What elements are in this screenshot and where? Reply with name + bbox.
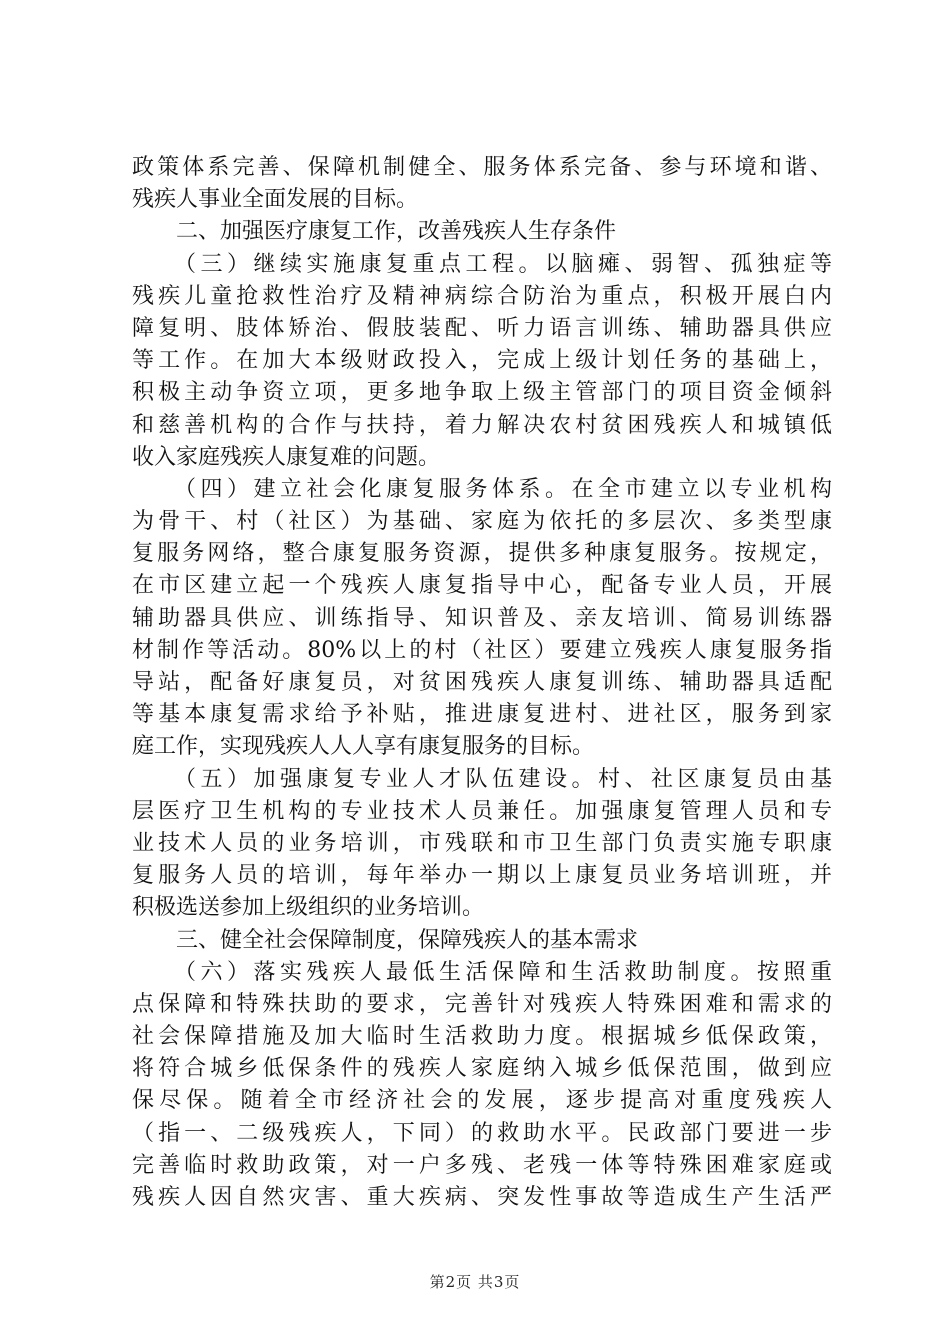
text-line: 残疾人因自然灾害、重大疾病、突发性事故等造成生产生活严	[132, 1185, 832, 1210]
text-line: 积极选送参加上级组织的业务培训。	[132, 895, 485, 921]
text-line: 业技术人员的业务培训，市残联和市卫生部门负责实施专职康	[132, 830, 832, 856]
text-line: （五）加强康复专业人才队伍建设。村、社区康复员由基	[132, 766, 832, 792]
text-line: 积极主动争资立项，更多地争取上级主管部门的项目资金倾斜	[132, 380, 832, 406]
text-line: 点保障和特殊扶助的要求，完善针对残疾人特殊困难和需求的	[132, 991, 832, 1017]
text-line: 社会保障措施及加大临时生活救助力度。根据城乡低保政策，	[132, 1024, 832, 1050]
text-line: （六）落实残疾人最低生活保障和生活救助制度。按照重	[132, 959, 832, 985]
text-line: 辅助器具供应、训练指导、知识普及、亲友培训、简易训练器	[132, 605, 832, 631]
text-line: 等基本康复需求给予补贴，推进康复进村、进社区，服务到家	[132, 702, 832, 728]
text-line: 在市区建立起一个残疾人康复指导中心，配备专业人员，开展	[132, 573, 832, 599]
text-line: 庭工作，实现残疾人人人享有康复服务的目标。	[132, 734, 595, 760]
text-line: 保尽保。随着全市经济社会的发展，逐步提高对重度残疾人	[132, 1088, 832, 1114]
text-line: 障复明、肢体矫治、假肢装配、听力语言训练、辅助器具供应	[132, 315, 832, 341]
section-heading: 三、健全社会保障制度，保障残疾人的基本需求	[132, 927, 639, 953]
text-line: （四）建立社会化康复服务体系。在全市建立以专业机构	[132, 476, 832, 502]
text-line: 等工作。在加大本级财政投入，完成上级计划任务的基础上，	[132, 348, 832, 374]
text-line: 收入家庭残疾人康复难的问题。	[132, 444, 441, 470]
text-line: 政策体系完善、保障机制健全、服务体系完备、参与环境和谐、	[132, 155, 832, 180]
text-line: （三）继续实施康复重点工程。以脑瘫、弱智、孤独症等	[132, 251, 832, 277]
text-line: 残疾儿童抢救性治疗及精神病综合防治为重点，积极开展白内	[132, 283, 832, 309]
text-line: 导站，配备好康复员，对贫困残疾人康复训练、辅助器具适配	[132, 670, 832, 695]
page-number: 第2页 共3页	[429, 1273, 521, 1291]
text-line: 将符合城乡低保条件的残疾人家庭纳入城乡低保范围，做到应	[132, 1056, 832, 1082]
text-line: 为骨干、村（社区）为基础、家庭为依托的多层次、多类型康	[132, 509, 832, 535]
text-line: （指一、二级残疾人，下同）的救助水平。民政部门要进一步	[132, 1120, 832, 1146]
section-heading: 二、加强医疗康复工作，改善残疾人生存条件	[132, 219, 617, 245]
text-line: 和慈善机构的合作与扶持，着力解决农村贫困残疾人和城镇低	[132, 412, 832, 438]
text-line: 复服务人员的培训，每年举办一期以上康复员业务培训班，并	[132, 863, 832, 889]
text-line: 残疾人事业全面发展的目标。	[132, 187, 419, 213]
body-text	[132, 152, 832, 1214]
text-line: 完善临时救助政策，对一户多残、老残一体等特殊困难家庭或	[132, 1152, 832, 1178]
text-line: 复服务网络，整合康复服务资源，提供多种康复服务。按规定，	[132, 541, 832, 567]
text-line: 材制作等活动。80%以上的村（社区）要建立残疾人康复服务指	[132, 637, 832, 663]
text-line: 层医疗卫生机构的专业技术人员兼任。加强康复管理人员和专	[132, 798, 832, 824]
